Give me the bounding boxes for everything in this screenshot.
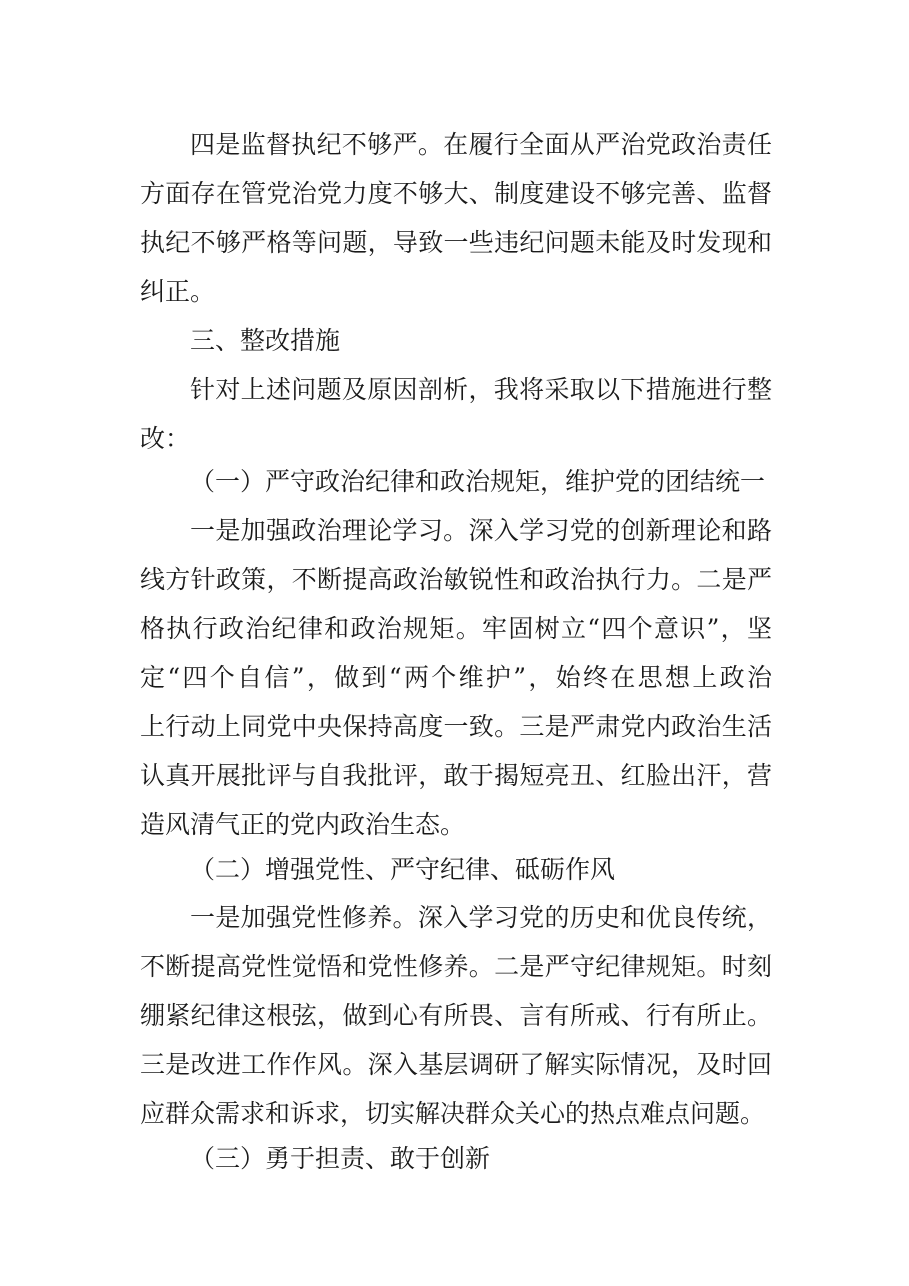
paragraph-line: 纠正。: [140, 277, 216, 306]
subsection-heading: （一）严守政治纪律和政治规矩，维护党的团结统一: [190, 467, 766, 496]
paragraph-line: 方面存在管党治党力度不够大、制度建设不够完善、监督: [140, 179, 772, 208]
paragraph-line: 认真开展批评与自我批评，敢于揭短亮丑、红脸出汗，营: [140, 761, 772, 790]
paragraph-line: 造风清气正的党内政治生态。: [140, 810, 466, 839]
section-heading: 三、整改措施: [190, 326, 341, 355]
paragraph-line: 一是加强政治理论学习。深入学习党的创新理论和路: [190, 516, 772, 545]
paragraph-line: 三是改进工作作风。深入基层调研了解实际情况，及时回: [140, 1050, 772, 1079]
paragraph-line: 上行动上同党中央保持高度一致。三是严肃党内政治生活: [140, 712, 772, 741]
paragraph-line: 改：: [140, 424, 191, 453]
paragraph-line: 格执行政治纪律和政治规矩。牢固树立“四个意识”，坚: [140, 614, 772, 643]
paragraph-line: 应群众需求和诉求，切实解决群众关心的热点难点问题。: [140, 1099, 766, 1128]
paragraph-line: 定“四个自信”，做到“两个维护”，始终在思想上政治: [140, 663, 772, 692]
paragraph-line: 四是监督执纪不够严。在履行全面从严治党政治责任: [190, 130, 772, 159]
paragraph-line: 绷紧纪律这根弦，做到心有所畏、言有所戒、行有所止。: [140, 1001, 772, 1030]
subsection-heading: （三）勇于担责、敢于创新: [190, 1144, 491, 1173]
paragraph-line: 不断提高党性觉悟和党性修养。二是严守纪律规矩。时刻: [140, 952, 772, 981]
paragraph-line: 线方针政策，不断提高政治敏锐性和政治执行力。二是严: [140, 565, 772, 594]
subsection-heading: （二）增强党性、严守纪律、砥砺作风: [190, 855, 616, 884]
paragraph-line: 针对上述问题及原因剖析，我将采取以下措施进行整: [190, 375, 772, 404]
paragraph-line: 执纪不够严格等问题，导致一些违纪问题未能及时发现和: [140, 228, 772, 257]
paragraph-line: 一是加强党性修养。深入学习党的历史和优良传统，: [190, 903, 772, 932]
